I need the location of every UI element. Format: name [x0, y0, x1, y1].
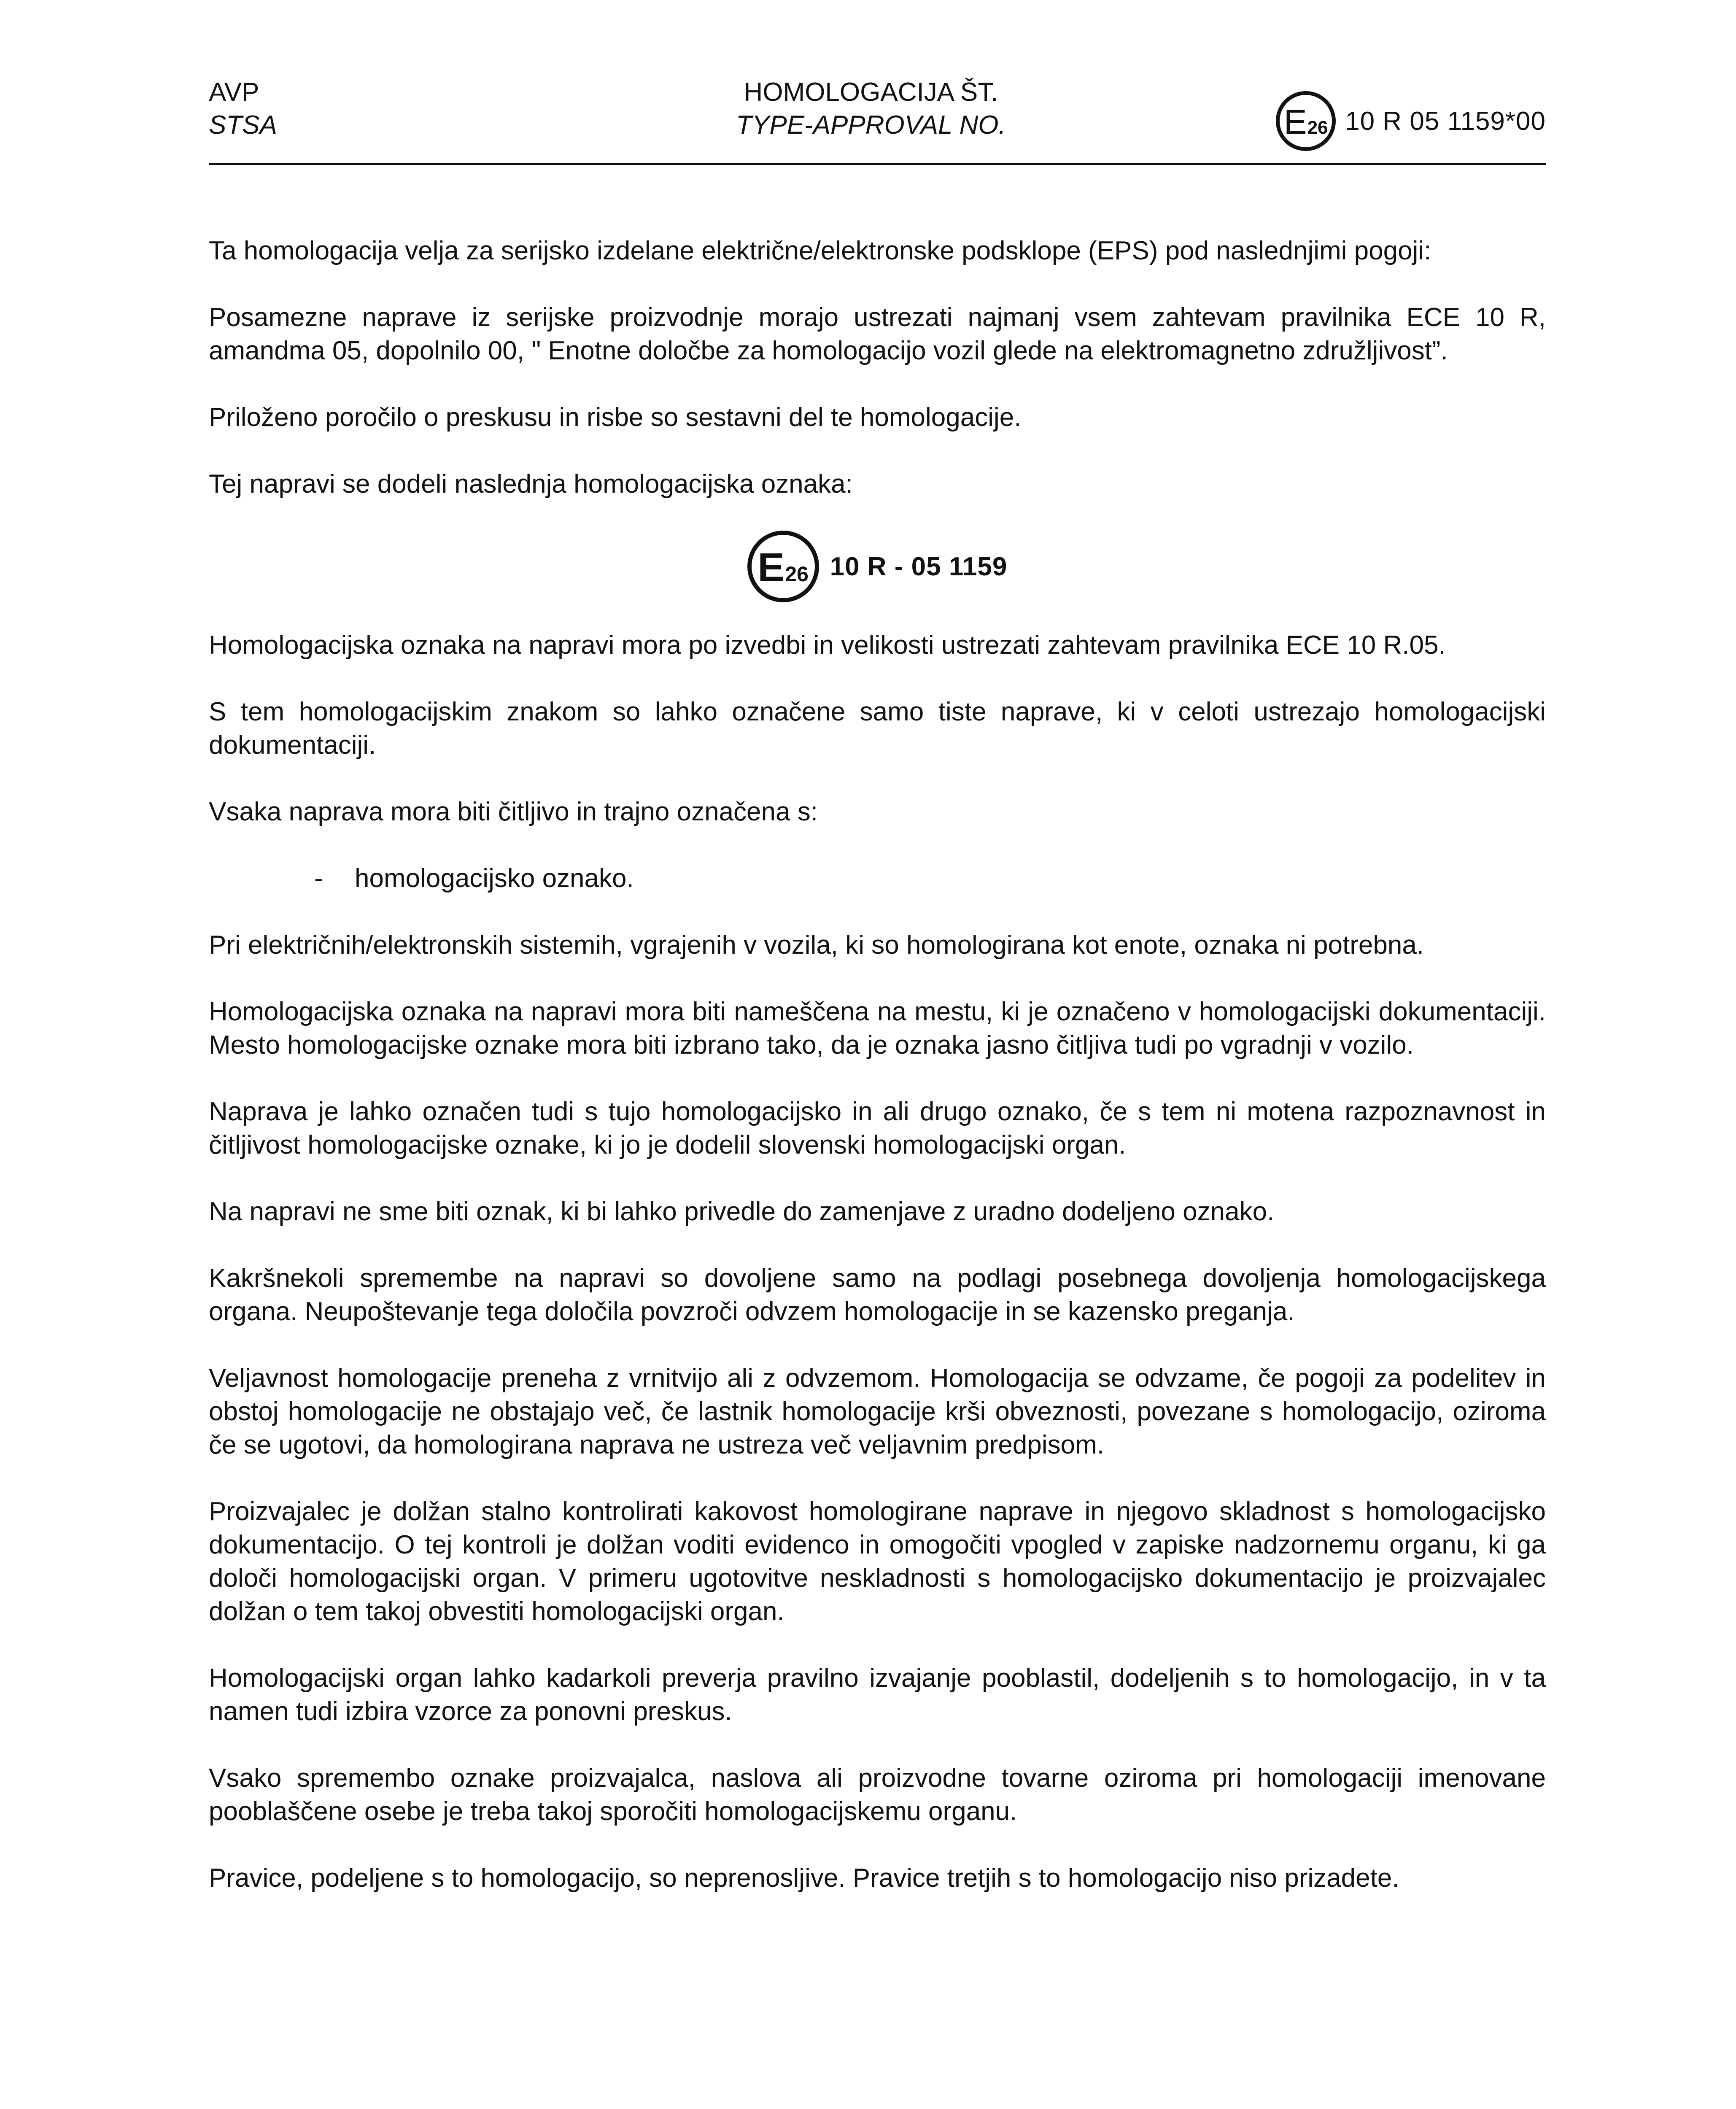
e-mark-icon: E 26 [1276, 91, 1336, 151]
list-bullet: - [314, 864, 323, 893]
document-title-en: TYPE-APPROVAL NO. [736, 111, 1006, 140]
page-header [209, 76, 1546, 165]
approval-mark [209, 531, 1546, 602]
paragraph: Tej napravi se dodeli naslednja homologacijska oznaka: [209, 469, 853, 499]
paragraph: Vsako spremembo oznake proizvajalca, naslova ali proizvodne tovarne oziroma pri homologaciji imenovane pooblaščene osebe je treba takoj sporočiti homologacijskemu organu. [209, 1764, 1546, 1826]
paragraph: Pravice, podeljene s to homologacijo, so neprenosljive. Pravice tretjih s to homologacijo niso prizadete. [209, 1864, 1399, 1893]
approval-mark-text: 10 R - 05 1159 [830, 552, 1008, 581]
paragraph: Veljavnost homologacije preneha z vrnitvijo ali z odvzemom. Homologacija se odvzame, če pogoji za podelitev in obstoj homologacije ne obstajajo več, če lastnik homologacije krši obveznosti, povezane s homologacijo, oziroma če se ugotovi, da homologirana naprava ne ustreza več veljavnim predpisom. [209, 1364, 1546, 1459]
paragraph: Homologacijska oznaka na napravi mora biti nameščena na mestu, ki je označeno v homologacijski dokumentaciji. Mesto homologacijske oznake mora biti izbrano tako, da je oznaka jasno čitljiva tudi po vgradnji v vozilo. [209, 997, 1546, 1060]
header-approval [1276, 91, 1546, 151]
paragraph: Priloženo poročilo o preskusu in risbe so sestavni del te homologacije. [209, 403, 1022, 432]
paragraph: Naprava je lahko označen tudi s tujo homologacijsko in ali drugo oznako, če s tem ni motena razpoznavnost in čitljivost homologacijske oznake, ki jo je dodelil slovenski homologacijski organ. [209, 1097, 1546, 1160]
paragraph: Kakršnekoli spremembe na napravi so dovoljene samo na podlagi posebnega dovoljenja homologacijskega organa. Neupoštevanje tega določila povzroči odvzem homologacije in se kazensko preganja. [209, 1264, 1546, 1326]
paragraph: Pri električnih/elektronskih sistemih, vgrajenih v vozila, ki so homologirana kot enote, oznaka ni potrebna. [209, 930, 1424, 960]
approval-number: 10 R 05 1159*00 [1345, 106, 1546, 136]
document-title: HOMOLOGACIJA ŠT. [744, 78, 998, 107]
header-divider [209, 163, 1546, 165]
paragraph: Homologacijska oznaka na napravi mora po izvedbi in velikosti ustrezati zahtevam pravilnika ECE 10 R.05. [209, 631, 1446, 660]
paragraph: Proizvajalec je dolžan stalno kontrolirati kakovost homologirane naprave in njegovo skladnost s homologacijsko dokumentacijo. O tej kontroli je dolžan voditi evidenco in omogočiti vpogled v zapiske nadzornemu organu, ki ga določi homologacijski organ. V primeru ugotovitve neskladnosti s homologacijsko dokumentacijo je proizvajalec dolžan o tem takoj obvestiti homologacijski organ. [209, 1497, 1546, 1626]
paragraph: Posamezne naprave iz serijske proizvodnje morajo ustrezati najmanj vsem zahtevam pravilnika ECE 10 R, amandma 05, dopolnilo 00, " Enotne določbe za homologacijo vozil glede na elektromagnetno združljivost”. [209, 303, 1546, 365]
paragraph: Ta homologacija velja za serijsko izdelane električne/elektronske podsklope (EPS) pod naslednjimi pogoji: [209, 236, 1431, 265]
header-title [723, 76, 1019, 142]
paragraph: Homologacijski organ lahko kadarkoli preverja pravilno izvajanje pooblastil, dodeljenih s to homologacijo, in v ta namen tudi izbira vzorce za ponovni preskus. [209, 1664, 1546, 1726]
paragraph: Na napravi ne sme biti oznak, ki bi lahko privedle do zamenjave z uradno dodeljeno oznako. [209, 1197, 1275, 1226]
list-item [314, 862, 1546, 895]
org-name-en: STSA [209, 111, 277, 140]
e-mark-icon: E 26 [747, 531, 819, 602]
org-name: AVP [209, 78, 259, 107]
paragraph: S tem homologacijskim znakom so lahko označene samo tiste naprave, ki v celoti ustrezajo homologacijski dokumentaciji. [209, 697, 1546, 760]
paragraph: Vsaka naprava mora biti čitljivo in trajno označena s: [209, 797, 818, 826]
header-organization [209, 76, 277, 142]
list-item-text: homologacijsko oznako. [355, 864, 634, 893]
document-body [209, 234, 1546, 1928]
